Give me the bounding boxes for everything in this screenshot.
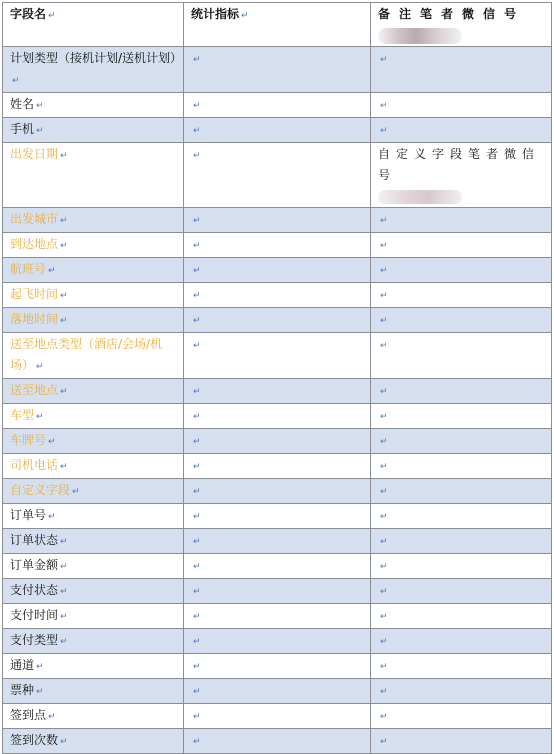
paragraph-mark-icon: ↵ xyxy=(380,512,388,522)
field-name: 签到点 xyxy=(10,708,47,722)
metric-cell xyxy=(184,454,371,479)
note-cell xyxy=(371,729,552,754)
field-name: 支付类型 xyxy=(10,633,59,647)
paragraph-mark-icon: ↵ xyxy=(60,737,68,747)
metric-cell xyxy=(184,143,371,208)
paragraph-mark-icon: ↵ xyxy=(380,412,388,422)
note-cell xyxy=(371,529,552,554)
paragraph-mark-icon: ↵ xyxy=(48,437,56,447)
note-cell xyxy=(371,93,552,118)
metric-cell xyxy=(184,333,371,379)
metric-cell xyxy=(184,729,371,754)
paragraph-mark-icon: ↵ xyxy=(380,291,388,301)
paragraph-mark-icon: ↵ xyxy=(193,612,201,622)
header-row xyxy=(3,3,552,47)
table-row xyxy=(3,629,552,654)
metric-cell xyxy=(184,429,371,454)
table-row xyxy=(3,704,552,729)
metric-cell xyxy=(184,283,371,308)
paragraph-mark-icon: ↵ xyxy=(380,687,388,697)
paragraph-mark-icon: ↵ xyxy=(193,662,201,672)
paragraph-mark-icon: ↵ xyxy=(48,266,56,276)
field-name-cell xyxy=(3,118,184,143)
field-name-cell xyxy=(3,283,184,308)
field-name: 航班号 xyxy=(10,262,47,276)
field-name-cell xyxy=(3,308,184,333)
field-name: 自定义字段 xyxy=(10,483,71,497)
note-cell xyxy=(371,143,552,208)
header-cell-field xyxy=(3,3,184,47)
paragraph-mark-icon: ↵ xyxy=(380,537,388,547)
metric-cell xyxy=(184,308,371,333)
field-name: 车型 xyxy=(10,408,35,422)
table-row xyxy=(3,429,552,454)
field-name: 姓名 xyxy=(10,97,35,111)
table-row xyxy=(3,579,552,604)
field-name-cell xyxy=(3,504,184,529)
paragraph-mark-icon: ↵ xyxy=(193,462,201,472)
paragraph-mark-icon: ↵ xyxy=(60,151,68,161)
metric-cell xyxy=(184,704,371,729)
table-row xyxy=(3,308,552,333)
paragraph-mark-icon: ↵ xyxy=(241,11,249,21)
field-name: 支付时间 xyxy=(10,608,59,622)
metric-cell xyxy=(184,504,371,529)
field-name-cell xyxy=(3,704,184,729)
table-row xyxy=(3,379,552,404)
field-name-cell xyxy=(3,429,184,454)
field-name-cell xyxy=(3,604,184,629)
paragraph-mark-icon: ↵ xyxy=(380,637,388,647)
table-row xyxy=(3,208,552,233)
paragraph-mark-icon: ↵ xyxy=(72,487,80,497)
paragraph-mark-icon: ↵ xyxy=(380,712,388,722)
paragraph-mark-icon: ↵ xyxy=(193,291,201,301)
table-row xyxy=(3,118,552,143)
table-row xyxy=(3,454,552,479)
metric-cell xyxy=(184,654,371,679)
note-cell xyxy=(371,629,552,654)
table-row xyxy=(3,554,552,579)
note-cell xyxy=(371,404,552,429)
note-cell xyxy=(371,208,552,233)
note-cell xyxy=(371,258,552,283)
field-name: 起飞时间 xyxy=(10,287,59,301)
paragraph-mark-icon: ↵ xyxy=(60,637,68,647)
paragraph-mark-icon: ↵ xyxy=(193,316,201,326)
header-cell-metric xyxy=(184,3,371,47)
note-cell xyxy=(371,579,552,604)
field-name-cell xyxy=(3,404,184,429)
paragraph-mark-icon: ↵ xyxy=(193,216,201,226)
paragraph-mark-icon: ↵ xyxy=(380,266,388,276)
table-row xyxy=(3,604,552,629)
paragraph-mark-icon: ↵ xyxy=(36,662,44,672)
field-name-cell xyxy=(3,629,184,654)
paragraph-mark-icon: ↵ xyxy=(60,587,68,597)
table-row xyxy=(3,258,552,283)
table-row xyxy=(3,333,552,379)
paragraph-mark-icon: ↵ xyxy=(380,562,388,572)
field-name: 落地时间 xyxy=(10,312,59,326)
field-name-cell xyxy=(3,47,184,93)
paragraph-mark-icon: ↵ xyxy=(380,662,388,672)
paragraph-mark-icon: ↵ xyxy=(193,737,201,747)
table-row xyxy=(3,47,552,93)
field-name-cell xyxy=(3,729,184,754)
field-name: 司机电话 xyxy=(10,458,59,472)
metric-cell xyxy=(184,233,371,258)
table-row xyxy=(3,479,552,504)
paragraph-mark-icon: ↵ xyxy=(193,712,201,722)
paragraph-mark-icon: ↵ xyxy=(380,126,388,136)
field-name: 送至地点 xyxy=(10,383,59,397)
field-name-cell xyxy=(3,233,184,258)
paragraph-mark-icon: ↵ xyxy=(380,437,388,447)
metric-cell xyxy=(184,679,371,704)
table-row xyxy=(3,233,552,258)
note-cell xyxy=(371,454,552,479)
field-name: 手机 xyxy=(10,122,35,136)
paragraph-mark-icon: ↵ xyxy=(193,101,201,111)
metric-cell xyxy=(184,529,371,554)
metric-cell xyxy=(184,554,371,579)
paragraph-mark-icon: ↵ xyxy=(193,687,201,697)
paragraph-mark-icon: ↵ xyxy=(60,387,68,397)
note-cell xyxy=(371,654,552,679)
field-name: 通道 xyxy=(10,658,35,672)
paragraph-mark-icon: ↵ xyxy=(193,562,201,572)
table-row xyxy=(3,283,552,308)
paragraph-mark-icon: ↵ xyxy=(193,587,201,597)
note-cell xyxy=(371,504,552,529)
paragraph-mark-icon: ↵ xyxy=(380,487,388,497)
paragraph-mark-icon: ↵ xyxy=(193,637,201,647)
metric-cell xyxy=(184,579,371,604)
paragraph-mark-icon: ↵ xyxy=(60,537,68,547)
paragraph-mark-icon: ↵ xyxy=(36,362,44,372)
table-row xyxy=(3,729,552,754)
metric-cell xyxy=(184,379,371,404)
paragraph-mark-icon: ↵ xyxy=(193,151,201,161)
paragraph-mark-icon: ↵ xyxy=(60,316,68,326)
paragraph-mark-icon: ↵ xyxy=(380,316,388,326)
paragraph-mark-icon: ↵ xyxy=(193,387,201,397)
note-cell xyxy=(371,233,552,258)
note-cell xyxy=(371,333,552,379)
paragraph-mark-icon: ↵ xyxy=(380,387,388,397)
metric-cell xyxy=(184,479,371,504)
note-text: 自定义字段笔者微信号 xyxy=(378,147,541,182)
metric-cell xyxy=(184,93,371,118)
paragraph-mark-icon: ↵ xyxy=(380,216,388,226)
metric-cell xyxy=(184,629,371,654)
table-row xyxy=(3,529,552,554)
note-cell xyxy=(371,479,552,504)
field-name: 出发日期 xyxy=(10,147,59,161)
field-name-cell xyxy=(3,93,184,118)
note-cell xyxy=(371,704,552,729)
field-name: 出发城市 xyxy=(10,212,59,226)
paragraph-mark-icon: ↵ xyxy=(193,266,201,276)
paragraph-mark-icon: ↵ xyxy=(36,687,44,697)
field-name: 订单状态 xyxy=(10,533,59,547)
field-name: 计划类型（接机计划/送机计划） xyxy=(10,51,183,65)
metric-cell xyxy=(184,604,371,629)
note-cell xyxy=(371,679,552,704)
metric-cell xyxy=(184,208,371,233)
metric-cell xyxy=(184,258,371,283)
field-name-cell xyxy=(3,529,184,554)
field-name-cell xyxy=(3,654,184,679)
paragraph-mark-icon: ↵ xyxy=(60,291,68,301)
paragraph-mark-icon: ↵ xyxy=(193,55,201,65)
paragraph-mark-icon: ↵ xyxy=(48,11,56,21)
field-name: 车牌号 xyxy=(10,433,47,447)
table-row xyxy=(3,93,552,118)
field-name-cell xyxy=(3,208,184,233)
paragraph-mark-icon: ↵ xyxy=(193,487,201,497)
note-cell xyxy=(371,47,552,93)
field-name-cell xyxy=(3,333,184,379)
header-cell-note xyxy=(371,3,552,47)
table-row xyxy=(3,404,552,429)
paragraph-mark-icon: ↵ xyxy=(36,126,44,136)
paragraph-mark-icon: ↵ xyxy=(12,76,20,86)
table-row xyxy=(3,504,552,529)
note-cell xyxy=(371,554,552,579)
header-metric-label: 统计指标 xyxy=(191,7,240,21)
field-name: 订单号 xyxy=(10,508,47,522)
paragraph-mark-icon: ↵ xyxy=(193,537,201,547)
note-cell xyxy=(371,429,552,454)
paragraph-mark-icon: ↵ xyxy=(380,737,388,747)
note-cell xyxy=(371,604,552,629)
paragraph-mark-icon: ↵ xyxy=(380,241,388,251)
table-row xyxy=(3,679,552,704)
paragraph-mark-icon: ↵ xyxy=(380,101,388,111)
note-cell xyxy=(371,283,552,308)
field-name: 支付状态 xyxy=(10,583,59,597)
metric-cell xyxy=(184,47,371,93)
header-field-label: 字段名 xyxy=(10,7,47,21)
field-name-cell xyxy=(3,479,184,504)
paragraph-mark-icon: ↵ xyxy=(380,55,388,65)
paragraph-mark-icon: ↵ xyxy=(60,216,68,226)
paragraph-mark-icon: ↵ xyxy=(380,462,388,472)
paragraph-mark-icon: ↵ xyxy=(60,241,68,251)
paragraph-mark-icon: ↵ xyxy=(193,241,201,251)
note-cell xyxy=(371,379,552,404)
field-name-cell xyxy=(3,454,184,479)
paragraph-mark-icon: ↵ xyxy=(193,126,201,136)
paragraph-mark-icon: ↵ xyxy=(193,437,201,447)
field-name: 到达地点 xyxy=(10,237,59,251)
paragraph-mark-icon: ↵ xyxy=(36,101,44,111)
table-row xyxy=(3,654,552,679)
field-name-cell xyxy=(3,554,184,579)
field-name: 送至地点类型（酒店/会场/机场） xyxy=(10,337,163,372)
paragraph-mark-icon: ↵ xyxy=(193,512,201,522)
paragraph-mark-icon: ↵ xyxy=(48,512,56,522)
redacted-blur xyxy=(378,190,462,204)
paragraph-mark-icon: ↵ xyxy=(60,612,68,622)
field-name-cell xyxy=(3,679,184,704)
paragraph-mark-icon: ↵ xyxy=(193,341,201,351)
redacted-blur xyxy=(378,28,462,44)
paragraph-mark-icon: ↵ xyxy=(36,412,44,422)
field-name: 订单金额 xyxy=(10,558,59,572)
metric-cell xyxy=(184,404,371,429)
table-row xyxy=(3,143,552,208)
field-name-cell xyxy=(3,379,184,404)
metric-cell xyxy=(184,118,371,143)
paragraph-mark-icon: ↵ xyxy=(60,462,68,472)
paragraph-mark-icon: ↵ xyxy=(48,712,56,722)
field-table xyxy=(2,2,552,754)
field-name-cell xyxy=(3,143,184,208)
field-name-cell xyxy=(3,579,184,604)
field-name-cell xyxy=(3,258,184,283)
field-name: 票种 xyxy=(10,683,35,697)
paragraph-mark-icon: ↵ xyxy=(380,612,388,622)
paragraph-mark-icon: ↵ xyxy=(193,412,201,422)
paragraph-mark-icon: ↵ xyxy=(380,341,388,351)
paragraph-mark-icon: ↵ xyxy=(380,587,388,597)
paragraph-mark-icon: ↵ xyxy=(60,562,68,572)
header-note-label: 备注笔者微信号 xyxy=(378,7,526,21)
field-name: 签到次数 xyxy=(10,733,59,747)
note-cell xyxy=(371,118,552,143)
note-cell xyxy=(371,308,552,333)
